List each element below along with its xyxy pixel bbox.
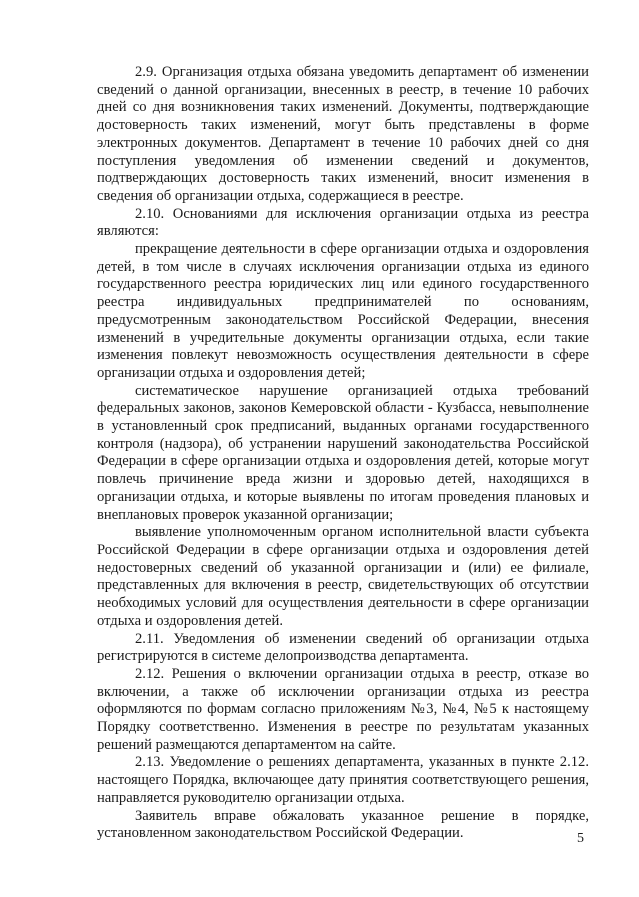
page-number: 5	[577, 831, 584, 846]
paragraph-2-10: 2.10. Основаниями для исключения организации отдыха из реестра являются:	[97, 205, 589, 240]
paragraph-violation: систематическое нарушение организацией отдыха требований федеральных законов, законов Кемеровской области - Кузбасса, невыполнение в установленный срок предписаний, выданных органами государственного контроля (надзора), об устранении нарушений законодательства Российской Федерации в сфере организации отдыха и оздоровления детей, которые могут повлечь причинение вреда жизни и здоровью детей, находящихся в организации отдыха, и которые выявлены по итогам проведения плановых и внеплановых проверок указанной организации;	[97, 382, 589, 523]
paragraph-termination: прекращение деятельности в сфере организации отдыха и оздоровления детей, в том числе в случаях исключения организации отдыха из единого государственного реестра юридических лиц или единого государственного реестра индивидуальных предпринимателей по основаниям, предусмотренным законодательством Российской Федерации, внесения изменений в учредительные документы организации отдыха, если такие изменения повлекут невозможность осуществления деятельности в сфере организации отдыха и оздоровления детей;	[97, 241, 589, 381]
paragraph-appeal: Заявитель вправе обжаловать указанное решение в порядке, установленном законодательством Российской Федерации.	[97, 807, 589, 842]
paragraph-2-11: 2.11. Уведомления об изменении сведений об организации отдыха регистрируются в системе делопроизводства департамента.	[97, 630, 589, 665]
paragraph-false-info: выявление уполномоченным органом исполнительной власти субъекта Российской Федерации в сфере организации отдыха и оздоровления детей недостоверных сведений об указанной организации и (или) ее филиале, представленных для включения в реестр, свидетельствующих об отсутствии необходимых условий для осуществления деятельности в сфере организации отдыха и оздоровления детей.	[97, 524, 589, 629]
paragraph-2-12: 2.12. Решения о включении организации отдыха в реестр, отказе во включении, а также об исключении организации отдыха из реестра оформляются по формам согласно приложениям №3, №4, №5 к настоящему Порядку соответственно. Изменения в реестре по результатам указанных решений размещаются департаментом на сайте.	[97, 665, 589, 753]
document-body	[97, 64, 589, 843]
paragraph-2-13: 2.13. Уведомление о решениях департамента, указанных в пункте 2.12. настоящего Порядка, включающее дату принятия соответствующего решения, направляется руководителю организации отдыха.	[97, 754, 589, 806]
paragraph-2-9: 2.9. Организация отдыха обязана уведомить департамент об изменении сведений о данной организации, внесенных в реестр, в течение 10 рабочих дней со дня возникновения таких изменений. Документы, подтверждающие достоверность таких изменений, могут быть представлены в форме электронных документов. Департамент в течение 10 рабочих дней со дня поступления уведомления об изменении сведений и документов, подтверждающих достоверность таких изменений, вносит изменения в сведения об организации отдыха, содержащиеся в реестре.	[97, 64, 589, 204]
